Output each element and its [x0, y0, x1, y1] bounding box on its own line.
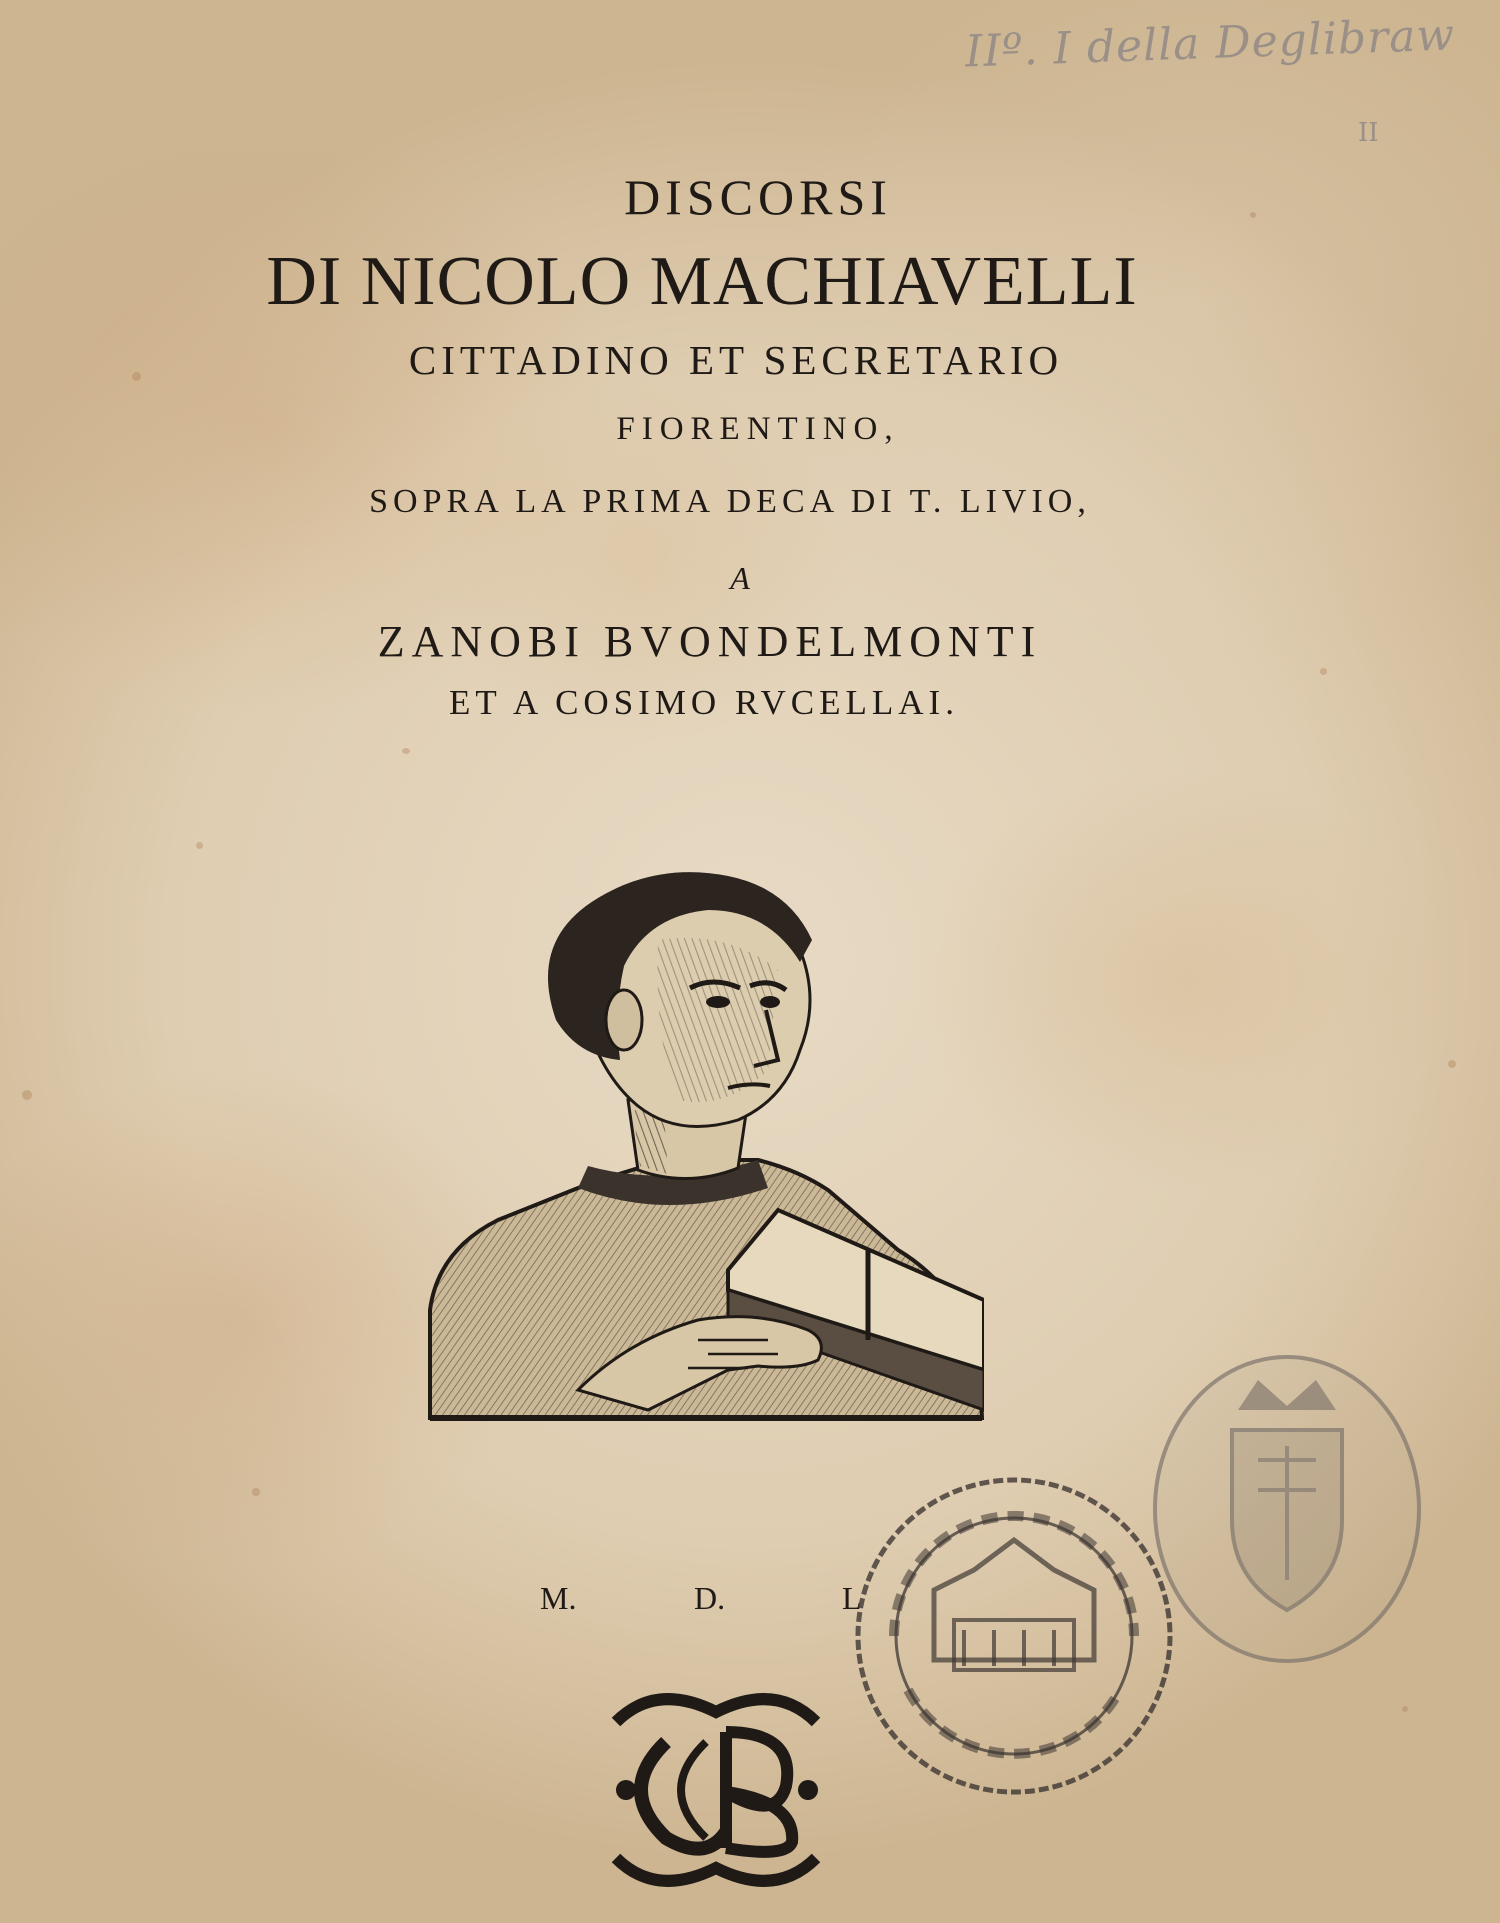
- title-line-a: A: [730, 560, 750, 596]
- title-line-discorsi: DISCORSI: [624, 169, 892, 225]
- title-line-fiorentino: FIORENTINO,: [616, 411, 900, 447]
- handwritten-volume-mark: II: [1358, 118, 1379, 148]
- imprint-date-l: L: [842, 1580, 862, 1616]
- handwritten-shelfmark: IIº. I della Deglibraw: [964, 9, 1456, 78]
- title-line-cosimo: ET A COSIMO RVCELLAI.: [449, 683, 959, 722]
- title-line-cittadino: CITTADINO ET SECRETARIO: [408, 337, 1064, 383]
- printer-monogram: [596, 1682, 836, 1898]
- library-stamp: [848, 1470, 1180, 1802]
- imprint-date-d: D.: [694, 1580, 726, 1616]
- title-line-sopra: SOPRA LA PRIMA DECA DI T. LIVIO,: [369, 483, 1091, 520]
- heraldic-stamp: [1148, 1350, 1426, 1668]
- woodcut-portrait: [428, 870, 984, 1422]
- title-line-author: DI NICOLO MACHIAVELLI: [266, 243, 1138, 320]
- imprint-date-m: M.: [540, 1580, 577, 1616]
- title-line-zanobi: ZANOBI BVONDELMONTI: [377, 617, 1043, 666]
